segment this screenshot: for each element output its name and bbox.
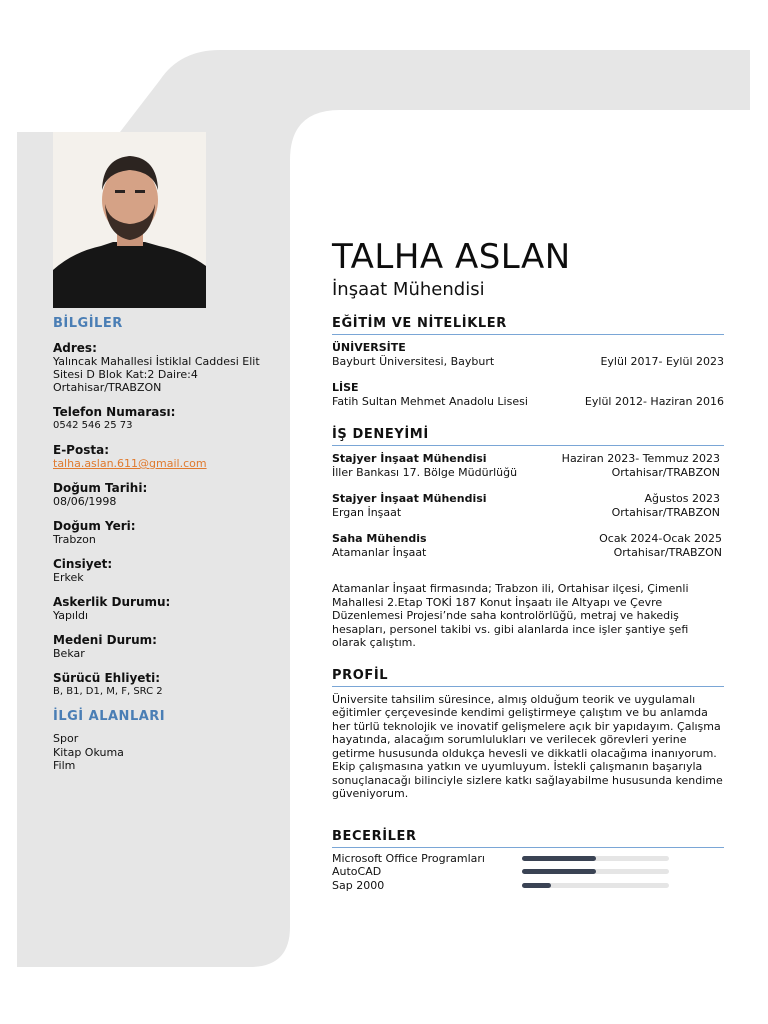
experience-section xyxy=(332,427,724,650)
experience-location: Ortahisar/TRABZON xyxy=(613,546,722,559)
candidate-name: TALHA ASLAN xyxy=(332,237,571,277)
experience-role-row xyxy=(332,532,722,546)
education-entry xyxy=(332,381,724,409)
skills-section xyxy=(332,829,724,893)
skill-bar xyxy=(522,869,669,874)
education-level-label: ÜNİVERSİTE xyxy=(332,341,406,354)
experience-description: Atamanlar İnşaat firmasında; Trabzon ili, Ortahisar ilçesi, Çimenli Mahallesi 2.Etap TOKİ 187 Konut İnşaatı ile Altyapı ve Çevre Düzenlemesi Projesi’nde saha kontrolörlüğü, metraj ve hakediş hesapları, personel takibi vs. gibi alanlarda ince işler şantiye şefi olarak çalıştım. xyxy=(332,582,689,649)
skill-bar-fill xyxy=(522,869,596,874)
experience-dates: Ocak 2024-Ocak 2025 xyxy=(599,532,722,545)
school-name: Bayburt Üniversitesi, Bayburt xyxy=(332,355,495,368)
skill-bar-fill xyxy=(522,856,596,861)
main-content xyxy=(332,236,724,892)
info-heading: BİLGİLER xyxy=(53,316,123,331)
license-field xyxy=(53,671,268,698)
email-link[interactable]: talha.aslan.611@gmail.com xyxy=(53,457,207,470)
military-label: Askerlik Durumu: xyxy=(53,595,171,609)
experience-company: İller Bankası 17. Bölge Müdürlüğü xyxy=(332,466,518,479)
license-value: B, B1, D1, M, F, SRC 2 xyxy=(53,686,163,697)
education-level xyxy=(332,341,724,355)
skill-item xyxy=(332,879,724,893)
experience-role-row xyxy=(332,492,720,506)
skill-bar xyxy=(522,856,669,861)
skill-name: AutoCAD xyxy=(332,865,382,878)
military-value: Yapıldı xyxy=(53,609,89,622)
email-label: E-Posta: xyxy=(53,443,109,457)
profile-section xyxy=(332,668,724,801)
experience-company: Ergan İnşaat xyxy=(332,506,402,519)
skill-name: Sap 2000 xyxy=(332,878,385,892)
address-label: Adres: xyxy=(53,341,97,355)
experience-heading: İŞ DENEYİMİ xyxy=(332,427,724,446)
phone-value: 0542 546 25 73 xyxy=(53,420,133,431)
education-level-label: LİSE xyxy=(332,381,359,394)
interests-heading: İLGİ ALANLARI xyxy=(53,709,166,724)
sidebar xyxy=(53,316,268,773)
marital-label: Medeni Durum: xyxy=(53,633,157,647)
profile-heading: PROFİL xyxy=(332,668,724,687)
school-name: Fatih Sultan Mehmet Anadolu Lisesi xyxy=(332,395,528,408)
education-dates: Eylül 2017- Eylül 2023 xyxy=(600,355,724,368)
education-row xyxy=(332,395,724,409)
birth-place-value: Trabzon xyxy=(53,533,96,546)
phone-label: Telefon Numarası: xyxy=(53,405,176,419)
email-field xyxy=(53,443,268,470)
profile-text: Üniversite tahsilim süresince, almış olduğum teorik ve uygulamalı eğitimler çerçevesinde kendimi geliştirmeye çalıştım ve bu anlamda her türlü teknolojik ve inovatif gelişmelere açık bir yapıdayım. Çalışma hayatında, alacağım sorumlulukları ve verilecek görevleri yerine getirme hususunda oldukça hevesli ve dikkatli olacağıma inanıyorum. Ekip çalışmasına yatkın ve uyumluyum. İstekli çalışmanın başarıyla sonuçlanacağı bilinciyle sizlere katkı sağlayabilme hususunda kendime güveniyorum. xyxy=(332,692,723,800)
skill-item xyxy=(332,865,724,879)
experience-location: Ortahisar/TRABZON xyxy=(611,466,720,479)
skills-heading: BECERİLER xyxy=(332,829,724,848)
gender-field xyxy=(53,557,268,584)
education-section xyxy=(332,316,724,409)
experience-role: Stajyer İnşaat Mühendisi xyxy=(332,492,487,505)
experience-role-row xyxy=(332,452,720,466)
interest-item: Spor xyxy=(53,732,79,745)
marital-value: Bekar xyxy=(53,647,85,660)
address-field xyxy=(53,341,268,394)
gender-label: Cinsiyet: xyxy=(53,557,113,571)
experience-dates: Ağustos 2023 xyxy=(644,492,720,505)
military-field xyxy=(53,595,268,622)
birth-date-value: 08/06/1998 xyxy=(53,495,117,508)
experience-location: Ortahisar/TRABZON xyxy=(611,506,720,519)
experience-company-row xyxy=(332,466,720,480)
experience-role: Stajyer İnşaat Mühendisi xyxy=(332,452,487,465)
phone-field xyxy=(53,405,268,432)
experience-company: Atamanlar İnşaat xyxy=(332,546,427,559)
candidate-title: İnşaat Mühendisi xyxy=(332,279,485,300)
experience-company-row xyxy=(332,546,722,560)
interests-section xyxy=(53,709,268,773)
birth-place-label: Doğum Yeri: xyxy=(53,519,136,533)
experience-company-row xyxy=(332,506,720,520)
experience-entry xyxy=(332,452,724,480)
skill-item xyxy=(332,852,724,866)
gender-value: Erkek xyxy=(53,571,84,584)
experience-role: Saha Mühendis xyxy=(332,532,427,545)
birth-place-field xyxy=(53,519,268,546)
education-entry xyxy=(332,341,724,369)
skill-bar-fill xyxy=(522,883,551,888)
profile-photo xyxy=(53,132,206,308)
experience-entry xyxy=(332,532,724,560)
experience-dates: Haziran 2023- Temmuz 2023 xyxy=(561,452,720,465)
education-heading: EĞİTİM VE NİTELİKLER xyxy=(332,316,724,335)
interest-item: Kitap Okuma xyxy=(53,745,124,759)
experience-entry xyxy=(332,492,724,520)
birth-date-label: Doğum Tarihi: xyxy=(53,481,148,495)
interest-item: Film xyxy=(53,759,76,772)
education-row xyxy=(332,355,724,369)
education-dates: Eylül 2012- Haziran 2016 xyxy=(584,395,724,408)
skill-name: Microsoft Office Programları xyxy=(332,851,485,865)
skill-bar xyxy=(522,883,669,888)
marital-field xyxy=(53,633,268,660)
education-level xyxy=(332,381,724,395)
address-value: Yalıncak Mahallesi İstiklal Caddesi Elit Sitesi D Blok Kat:2 Daire:4 Ortahisar/TRABZON xyxy=(53,355,260,394)
license-label: Sürücü Ehliyeti: xyxy=(53,671,161,685)
birth-date-field xyxy=(53,481,268,508)
